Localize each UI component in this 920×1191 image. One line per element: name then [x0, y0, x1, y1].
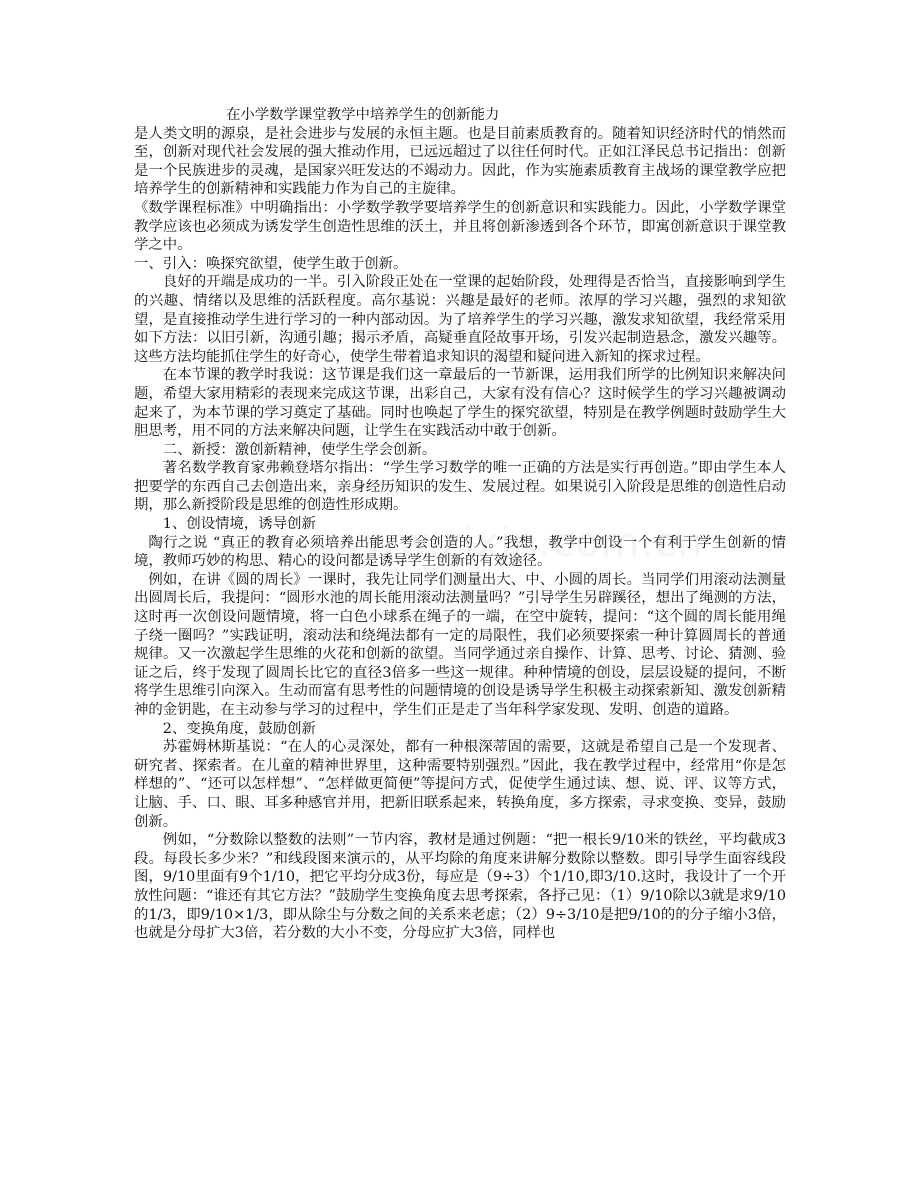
paragraph-lesson-example: 在本节课的教学时我说：这节课是我们这一章最后的一节新课，运用我们所学的比例知识来解决问题，希望大家用精彩的表现来完成这节课，出彩自己，大家有没有信心？这时候学生的学习兴趣被调动起来了，为本节课的学习奠定了基础。同时也唤起了学生的探究欲望，特别是在教学例题时鼓励学生大胆思考，用不同的方法来解决问题，让学生在实践活动中敢于创新。	[134, 367, 786, 440]
paragraph-sukhomlinsky: 苏霍姆林斯基说：“在人的心灵深处，都有一种根深蒂固的需要，这就是希望自己是一个发现者、研究者、探索者。在儿童的精神世界里，这种需要特别强烈。”因此，我在教学过程中，经常用“你是怎样想的”、“还可以怎样想”、“怎样做更简便”等提问方式，促使学生通过读、想、说、评、议等方式，让脑、手、口、眼、耳多种感官并用，把新旧联系起来，转换角度，多方探索，寻求变换、变异，鼓励创新。	[134, 739, 786, 830]
page-title: 在小学数学课堂教学中培养学生的创新能力	[226, 107, 500, 123]
section-heading-new-teaching: 二、新授：激创新精神，使学生学会创新。	[162, 441, 437, 458]
subheading-change-angle: 2、变换角度，鼓励创新	[162, 720, 316, 737]
paragraph-circle-circumference: 例如，在讲《圆的周长》一课时，我先让同学们测量出大、中、小圆的周长。当同学们用滚动法测量出圆周长后，我提问：“圆形水池的周长能用滚动法测量吗？”引导学生另辟蹊径，想出了绳测的方法，这时再一次创设问题情境，将一白色小球系在绳子的一端，在空中旋转，提问：“这个圆的周长能用绳子绕一圈吗？”实践证明，滚动法和绕绳法都有一定的局限性，我们必须要探索一种计算圆周长的普通规律。又一次激起学生思维的火花和创新的欲望。当同学通过亲自操作、计算、思考、讨论、猜测、验证之后，终于发现了圆周长比它的直径3倍多一些这一规律。种种情境的创设，层层设疑的提问，不断将学生思维引向深入。生动而富有思考性的问题情境的创设是诱导学生积极主动探索新知、激发创新精神的金钥匙，在主动参与学习的过程中，学生们正是走了当年科学家发现、发明、创造的道路。	[134, 571, 786, 718]
paragraph-freudenthal: 著名数学教育家弗赖登塔尔指出：“学生学习数学的唯一正确的方法是实行再创造。”即由学生本人把要学的东西自己去创造出来，亲身经历知识的发生、发展过程。如果说引入阶段是思维的创造性启动期，那么新授阶段是思维的创造性形成期。	[134, 460, 786, 514]
paragraph-fraction-division: 例如，“分数除以整数的法则”一节内容，教材是通过例题：“把一根长9/10米的铁丝，平均截成3段。每段长多少米？”和线段图来演示的，从平均除的角度来讲解分数除以整数。即引导学生面容线段图，9/10里面有9个1/10，把它平均分成3份，每应是（9÷3）个1/10,即3/10.这时，我设计了一个开放性问题：“谁还有其它方法？”鼓励学生变换角度去思考探索，各抒己见：（1）9/10除以3就是求9/10的1/3，即9/10×1/3，即从除尘与分数之间的关系来老虑；（2）9÷3/10是把9/10的的分子缩小3倍，也就是分母扩大3倍，若分数的大小不变，分母应扩大3倍，同样也	[134, 832, 786, 942]
section-heading-introduction: 一、引入：唤探究欲望，使学生敢于创新。	[134, 255, 408, 272]
paragraph-good-start: 良好的开端是成功的一半。引入阶段正处在一堂课的起始阶段，处理得是否恰当，直接影响到学生的兴趣、情绪以及思维的活跃程度。高尔基说：兴趣是最好的老师。浓厚的学习兴趣，强烈的求知欲望，是直接推动学生进行学习的一种内部动因。为了培养学生的学习兴趣，激发求知欲望，我经常采用如下方法：以旧引新，沟通引趣；揭示矛盾，高疑垂直陉故事开场，引发兴起制造悬念，激发兴趣等。这些方法均能抓住学生的好奇心，使学生带着追求知识的渴望和疑问进入新知的探求过程。	[134, 274, 786, 365]
paragraph-curriculum-standard: 《数学课程标准》中明确指出：小学数学教学要培养学生的创新意识和实践能力。因此，小学数学课堂教学应该也必须成为诱发学生创造性思维的沃土，并且将创新渗透到各个环节，即寓创新意识于课堂教学之中。	[134, 199, 786, 254]
document-body	[134, 106, 786, 943]
subheading-create-situation: 1、创设情境，诱导创新	[162, 516, 316, 533]
paragraph-intro: 是人类文明的源泉，是社会进步与发展的永恒主题。也是目前素质教育的。随着知识经济时代的悄然而至，创新对现代社会发展的强大推动作用，已远远超过了以往任何时代。正如江泽民总书记指出：创新是一个民族进步的灵魂，是国家兴旺发达的不竭动力。因此，作为实施素质教育主战场的课堂教学应把培养学生的创新精神和实践能力作为自己的主旋律。	[134, 125, 786, 198]
paragraph-tao-xingzhi: 陶行之说 “真正的教育必须培养出能思考会创造的人。”我想，教学中创设一个有利于学生创新的情境，教师巧妙的构思、精心的设问都是诱导学生创新的有效途径。	[134, 534, 786, 570]
